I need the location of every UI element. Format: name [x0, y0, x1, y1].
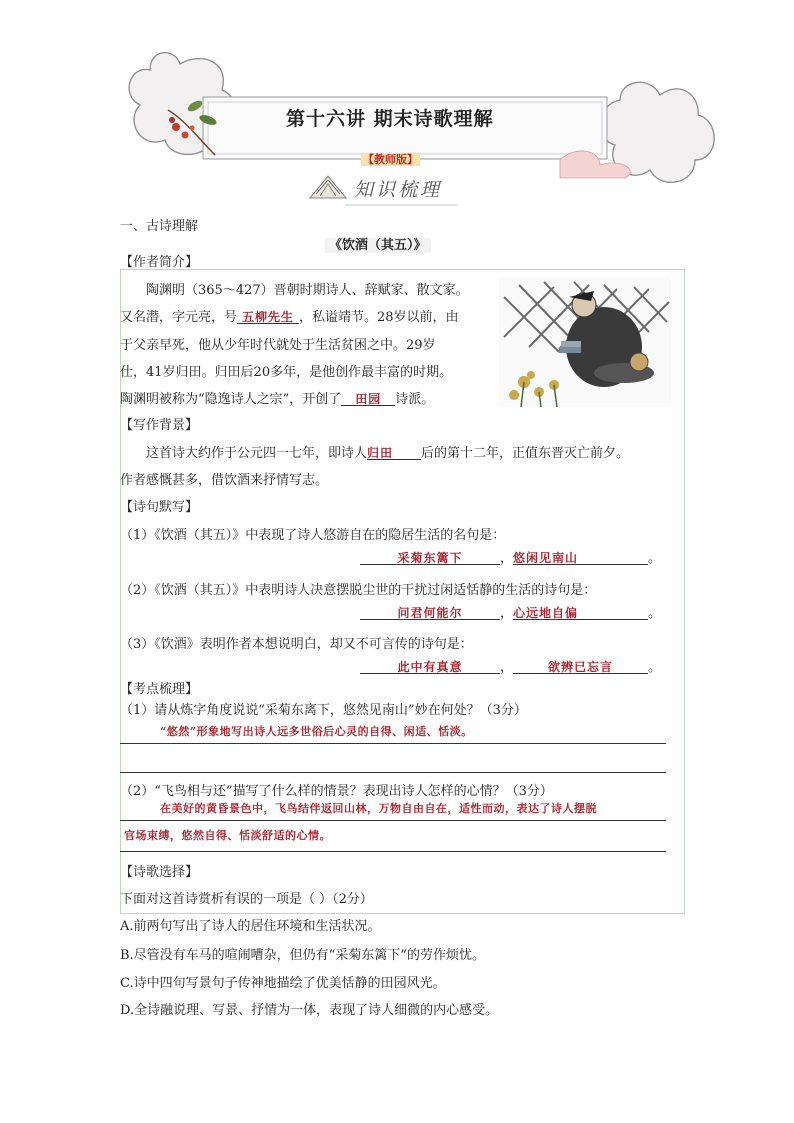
- recite-heading: 【诗句默写】: [120, 500, 199, 515]
- author-heading: 【作者简介】: [120, 255, 199, 270]
- author-line-2: 又名潜，字元亮，号 五柳先生 ，私谥靖节。28岁以前，由: [120, 310, 459, 325]
- recite-q3: （3）《饮酒》表明作者本想说明白，却又不可言传的诗句是：: [120, 637, 473, 652]
- exam-q1: （1）请从炼字角度说说“采菊东离下，悠然见南山”妙在何处？（3分）: [120, 703, 527, 718]
- answer-rule: [120, 772, 666, 773]
- recite-a3: 此中有真意 ， 欲辨已忘言 。: [360, 661, 661, 674]
- author-line-3: 于父亲早死，他从少年时代就处于生活贫困之中。29岁: [120, 338, 436, 353]
- recite-a1: 采菊东篱下 ，悠闲见南山 。: [360, 552, 661, 565]
- version-tag: 【教师版】: [363, 153, 418, 166]
- page-title: 第十六讲 期末诗歌理解: [286, 108, 494, 130]
- answer-q3a: 此中有真意: [360, 661, 500, 674]
- answer-q1a: 采菊东篱下: [360, 552, 500, 565]
- answer-guitian: 归田: [367, 447, 421, 460]
- banner-title: 知识梳理: [354, 179, 443, 201]
- exam-a2-line-1: 在美好的黄昏景色中，飞鸟结伴返回山林，万物自由自在，适性而动，表达了诗人摆脱: [160, 802, 597, 815]
- answer-q1b: 悠闲见南山: [513, 552, 648, 565]
- answer-q3b: 欲辨已忘言: [513, 661, 648, 674]
- exam-q2: （2）“飞鸟相与还”描写了什么样的情景？表现出诗人怎样的心情？（3分）: [120, 784, 553, 799]
- exam-a1: “悠然”形象地写出诗人远多世俗后心灵的自得、闲适、恬淡。: [160, 725, 473, 738]
- answer-rule: [120, 820, 666, 821]
- choice-question: 下面对这首诗赏析有误的一项是（ ）（2分）: [120, 892, 373, 907]
- recite-q1: （1）《饮酒（其五）》中表现了诗人悠游自在的隐居生活的名句是：: [120, 528, 506, 543]
- recite-q2: （2）《饮酒（其五）》中表明诗人决意摆脱尘世的干扰过闲适恬静的生活的诗句是：: [120, 583, 597, 598]
- background-heading: 【写作背景】: [120, 418, 199, 433]
- answer-q2b: 心远地自偏: [513, 607, 648, 620]
- background-line-1: 这首诗大约作于公元四一七年，即诗人归田 后的第十二年，正值东晋灭亡前夕。: [146, 446, 630, 461]
- poem-title: 《饮酒（其五）》: [325, 238, 431, 253]
- poet-illustration: [499, 277, 671, 407]
- background-line-2: 作者感慨甚多，借饮酒来抒情写志。: [120, 473, 329, 488]
- author-line-5: 陶渊明被称为“隐逸诗人之宗”，开创了 田园 诗派。: [120, 392, 435, 407]
- answer-hao: 五柳先生: [237, 311, 299, 324]
- answer-q2a: 问君何能尔: [360, 607, 500, 620]
- option-c: C.诗中四句写景句子传神地描绘了优美恬静的田园风光。: [120, 976, 446, 991]
- section-heading: 一、古诗理解: [120, 219, 199, 234]
- choice-heading: 【诗歌选择】: [120, 865, 199, 880]
- answer-rule: [120, 851, 666, 852]
- author-line-1: 陶渊明（365～427）晋朝时期诗人、辞赋家、散文家。: [146, 283, 469, 298]
- option-b: B.尽管没有车马的喧闹嘈杂，但仍有“采菊东篱下”的劳作烦忧。: [120, 948, 485, 963]
- exam-a2-line-2: 官场束缚，悠然自得、恬淡舒适的心情。: [124, 829, 331, 842]
- author-line-4: 仕，41岁归田。归田后20多年，是他创作最丰富的时期。: [120, 365, 453, 380]
- option-d: D.全诗融说理、写景、抒情为一体，表现了诗人细微的内心感受。: [120, 1003, 499, 1018]
- recite-a2: 问君何能尔 ，心远地自偏 。: [360, 607, 661, 620]
- answer-school: 田园: [341, 393, 395, 406]
- option-a: A.前两句写出了诗人的居住环境和生活状况。: [120, 919, 381, 934]
- answer-rule: [120, 743, 666, 744]
- exam-heading: 【考点梳理】: [120, 682, 199, 697]
